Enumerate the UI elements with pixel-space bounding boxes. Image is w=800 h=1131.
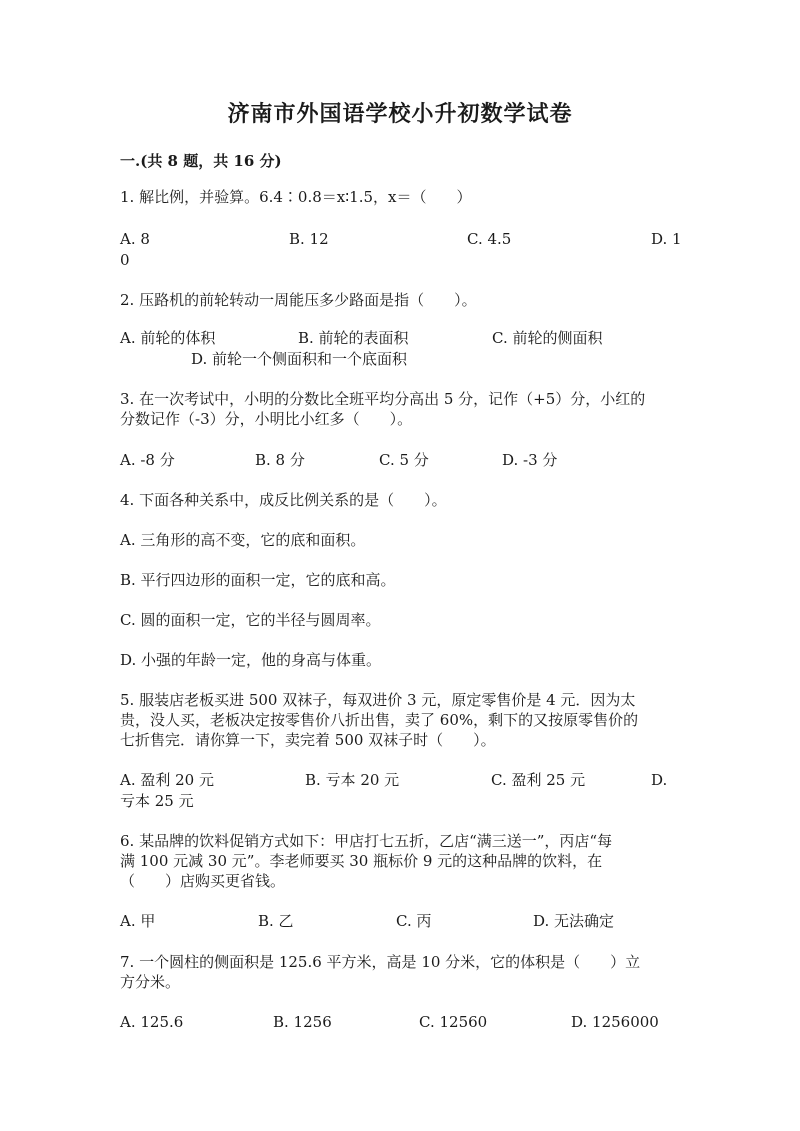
question-6-option-c: C. 丙 <box>396 912 432 930</box>
question-7-text-line-2: 方分米。 <box>120 973 181 991</box>
question-7-option-d: D. 1256000 <box>571 1013 659 1031</box>
question-1-text: 1. 解比例，并验算。6.4∶0.8＝x∶1.5，x＝（ ） <box>120 188 472 206</box>
question-6-option-b: B. 乙 <box>258 912 294 930</box>
question-2-option-c: C. 前轮的侧面积 <box>492 329 603 347</box>
question-1-option-c: C. 4.5 <box>467 230 512 248</box>
question-7-option-a: A. 125.6 <box>120 1013 184 1031</box>
question-1-option-d-wrap: 0 <box>120 251 130 269</box>
question-6-option-a: A. 甲 <box>120 912 156 930</box>
question-7-option-b: B. 1256 <box>273 1013 332 1031</box>
question-7-text-line-1: 7. 一个圆柱的侧面积是 125.6 平方米，高是 10 分米，它的体积是（ ）立 <box>120 953 641 971</box>
question-3-option-d: D. -3 分 <box>502 451 558 469</box>
question-1-option-d: D. 1 <box>651 230 682 248</box>
question-5-option-b: B. 亏本 20 元 <box>305 771 400 789</box>
question-6-text-line-1: 6. 某品牌的饮料促销方式如下：甲店打七五折，乙店“满三送一”，丙店“每 <box>120 832 613 850</box>
question-4-option-c: C. 圆的面积一定，它的半径与圆周率。 <box>120 611 381 629</box>
question-3-text-line-1: 3. 在一次考试中，小明的分数比全班平均分高出 5 分，记作（+5）分，小红的 <box>120 390 646 408</box>
question-6-text-line-2: 满 100 元减 30 元”。李老师要买 30 瓶标价 9 元的这种品牌的饮料，在 <box>120 852 603 870</box>
question-3-option-c: C. 5 分 <box>379 451 429 469</box>
section-heading: 一.(共 8 题，共 16 分) <box>120 152 282 170</box>
question-4-text: 4. 下面各种关系中，成反比例关系的是（ ）。 <box>120 491 447 509</box>
question-6-option-d: D. 无法确定 <box>533 912 615 930</box>
question-3-option-a: A. -8 分 <box>120 451 175 469</box>
question-4-option-b: B. 平行四边形的面积一定，它的底和高。 <box>120 571 396 589</box>
question-5-option-d: D. <box>651 771 668 789</box>
question-2-option-a: A. 前轮的体积 <box>120 329 216 347</box>
question-5-text-line-3: 七折售完．请你算一下，卖完着 500 双袜子时（ ）。 <box>120 731 496 749</box>
question-5-option-a: A. 盈利 20 元 <box>120 771 214 789</box>
question-7-option-c: C. 12560 <box>419 1013 488 1031</box>
question-2-option-d: D. 前轮一个侧面积和一个底面积 <box>191 350 408 368</box>
question-4-option-a: A. 三角形的高不变，它的底和面积。 <box>120 531 366 549</box>
question-5-option-c: C. 盈利 25 元 <box>491 771 586 789</box>
question-3-text-line-2: 分数记作（-3）分，小明比小红多（ ）。 <box>120 410 413 428</box>
question-6-text-line-3: （ ）店购买更省钱。 <box>120 872 286 890</box>
question-1-option-b: B. 12 <box>289 230 329 248</box>
page-title: 济南市外国语学校小升初数学试卷 <box>227 101 573 127</box>
question-5-text-line-1: 5. 服装店老板买进 500 双袜子，每双进价 3 元，原定零售价是 4 元．因为太 <box>120 691 636 709</box>
question-2-text: 2. 压路机的前轮转动一周能压多少路面是指（ ）。 <box>120 291 477 309</box>
question-5-option-d-wrap: 亏本 25 元 <box>120 792 194 810</box>
question-4-option-d: D. 小强的年龄一定，他的身高与体重。 <box>120 651 382 669</box>
question-1-option-a: A. 8 <box>120 230 150 248</box>
question-2-option-b: B. 前轮的表面积 <box>298 329 409 347</box>
question-3-option-b: B. 8 分 <box>255 451 305 469</box>
question-5-text-line-2: 贵，没人买，老板决定按零售价八折出售，卖了 60%，剩下的又按原零售价的 <box>120 711 639 729</box>
